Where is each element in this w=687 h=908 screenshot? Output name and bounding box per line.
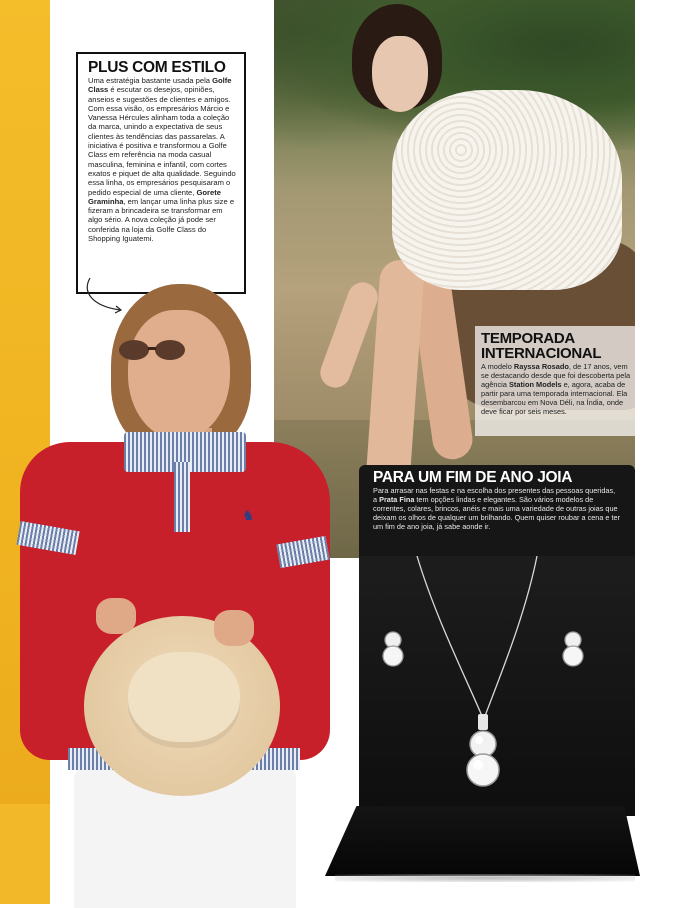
fim-brand: Prata Fina (379, 495, 415, 504)
jewelry-box-shadow (335, 874, 635, 882)
temporada-title (481, 332, 635, 361)
fim-text-1: Para arrasar nas festas e na escolha dos presentes das pessoas queridas, a (373, 486, 616, 504)
fim-de-ano-box (359, 465, 635, 559)
plus-brand: Golfe Class (88, 76, 232, 95)
temporada-box (475, 326, 635, 436)
plus-text-3: , em lançar uma linha plus size e fizeram a brincadeira se transformar em algo sério. A nova coleção já pode ser conferida na loja da Golfe Class do Shopping Iguatemi. (88, 196, 235, 244)
temporada-model: Rayssa Rosado (513, 362, 569, 371)
temporada-title-line1: TEMPORADA (481, 330, 575, 347)
fim-title: PARA UM FIM DE ANO JOIA (373, 469, 573, 486)
temporada-title-line2: INTERNACIONAL (481, 344, 602, 362)
plus-client: Gorete Graminha (88, 187, 221, 206)
necklace-icon (325, 556, 640, 816)
sunglasses-icon (116, 338, 196, 362)
plus-com-estilo-box (76, 52, 246, 294)
right-hand (214, 610, 254, 646)
hat-crown (128, 652, 240, 748)
temporada-text-3: e, agora, acaba de partir para uma temporada internacional. Ela desembarcou em Nova Déli, na Índia, onde deve ficar por seis meses. (481, 380, 628, 417)
plus-body (78, 75, 244, 243)
left-hand (96, 598, 136, 634)
plus-text-2: é escutar os desejos, opiniões, anseios e sugestões de clientes e amigos. Com essa visão, os empresários Márcio e Vanessa Hércules alinham toda a coleção da marca, unindo a expectativa de seus clientes às tendências das passarelas. A iniciativa é positiva e transformou a Golfe Class em referência na moda casual masculina, feminina e infantil, com cortes exatos e piquet de alta qualidade. Seguindo essa linha, os empresários pesquisaram o pedido especial de uma cliente, (88, 85, 236, 197)
fim-body (373, 486, 635, 531)
left-earring-icon (381, 630, 405, 668)
temporada-text-1: A modelo (481, 362, 514, 371)
woman-photo (16, 280, 346, 904)
plus-text-1: Uma estratégia bastante usada pela (88, 76, 213, 85)
model-face (372, 36, 428, 112)
temporada-text-2: , de 17 anos, vem se destacando desde que foi descoberta pela agência (481, 362, 631, 390)
polo-logo-icon: ♞ (242, 508, 255, 524)
right-earring-icon (561, 630, 585, 668)
temporada-agency: Station Models (508, 380, 562, 390)
lace-dress (392, 90, 622, 290)
striped-placket (174, 462, 190, 532)
fim-text-2: tem opções lindas e elegantes. São vários modelos de correntes, colares, brincos, anéis e mais uma variedade de outras joias que deixam os olhos de qualquer um brilhando. Quem quiser roubar a cena e ter um fim de ano joia, já sabe aonde ir. (373, 495, 621, 531)
temporada-body (481, 362, 635, 417)
plus-title: PLUS COM ESTILO (88, 59, 226, 76)
jewelry-box-base (325, 806, 640, 876)
woman-face (128, 310, 230, 440)
jewelry-box (325, 556, 640, 881)
